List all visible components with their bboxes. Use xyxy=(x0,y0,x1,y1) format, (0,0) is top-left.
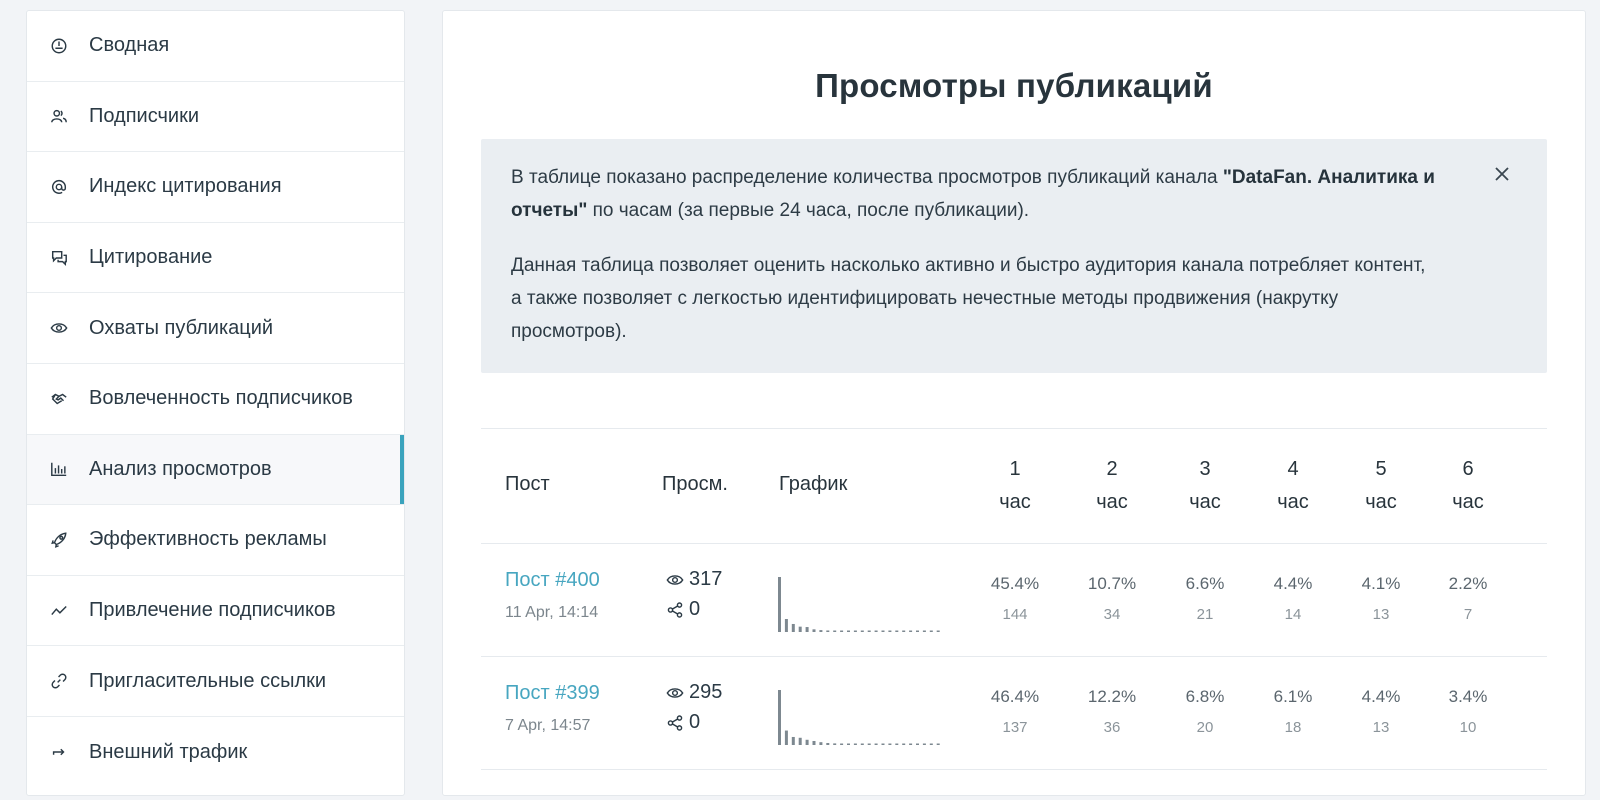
sparkline-bar xyxy=(778,690,781,745)
sparkline-bar xyxy=(902,631,905,633)
sidebar-item-summary[interactable] xyxy=(27,11,404,82)
sparkline-bar xyxy=(840,631,843,633)
header-hour-1[interactable]: 1 час xyxy=(999,458,1031,513)
sidebar-item-citations[interactable] xyxy=(27,223,404,294)
sidebar-item-label: Пригласительные ссылки xyxy=(89,669,327,692)
sparkline-bar xyxy=(833,631,836,633)
sidebar xyxy=(26,10,405,796)
table-row: Пост #400 11 Apr, 14:14 317 0 45.4% 144 10.7% 34 6.6% 21 4.4% 14 4.1% 13 2.2% 7 xyxy=(481,544,1547,657)
sidebar-item-label: Эффективность рекламы xyxy=(89,528,327,551)
shares-count: 0 xyxy=(666,598,700,621)
rocket-icon xyxy=(49,530,69,550)
sidebar-item-label: Сводная xyxy=(89,34,170,57)
eye-icon xyxy=(666,571,684,589)
sparkline-bar xyxy=(819,742,822,745)
info-paragraph-2: Данная таблица позволяет оценить насколько активно и быстро аудитория канала потребляет контент, а также позволяет с легкостью идентифицировать нечестные методы продвижения (накрутку просмотров). xyxy=(511,255,1426,342)
shares-count: 0 xyxy=(666,711,700,734)
users-icon xyxy=(49,106,69,126)
sparkline-bar xyxy=(888,631,891,633)
info-paragraph-1: В таблице показано распределение количества просмотров публикаций канала "DataFan. Аналитика и отчеты" по часам (за первые 24 часа, после публикации). xyxy=(511,167,1435,221)
main-panel xyxy=(442,10,1586,796)
views-count: 295 xyxy=(666,681,722,704)
sidebar-item-engagement[interactable] xyxy=(27,364,404,435)
header-hour-2[interactable]: 2 час xyxy=(1096,458,1128,513)
sparkline-bar xyxy=(861,744,864,746)
sparkline-bar xyxy=(937,744,940,746)
sparkline-bar xyxy=(923,631,926,633)
info-box xyxy=(481,139,1547,373)
sparkline-bar xyxy=(909,744,912,746)
sparkline-bar xyxy=(826,743,829,745)
sidebar-item-reach[interactable] xyxy=(27,293,404,364)
views-count: 317 xyxy=(666,568,722,591)
sparkline-bar xyxy=(888,744,891,746)
handshake-icon xyxy=(49,389,69,409)
sidebar-item-subscriber-acquisition[interactable] xyxy=(27,576,404,647)
sparkline-bar xyxy=(854,631,857,633)
sparkline-chart xyxy=(777,687,943,747)
quote-icon xyxy=(49,248,69,268)
sparkline-bar xyxy=(875,631,878,633)
share-icon xyxy=(666,714,684,732)
arrow-right-icon xyxy=(49,742,69,762)
sparkline-bar xyxy=(799,627,802,632)
sparkline-bar xyxy=(895,631,898,633)
sidebar-item-views-analysis[interactable] xyxy=(27,435,404,506)
sparkline-bar xyxy=(868,744,871,746)
header-hour-5[interactable]: 5 час xyxy=(1365,458,1397,513)
sidebar-item-label: Индекс цитирования xyxy=(89,175,282,198)
sparkline-bar xyxy=(875,744,878,746)
sparkline-chart xyxy=(777,574,943,634)
header-post[interactable]: Пост xyxy=(505,473,550,495)
sparkline-bar xyxy=(937,631,940,633)
sparkline-bar xyxy=(813,741,816,745)
sidebar-item-label: Внешний трафик xyxy=(89,740,248,763)
sparkline-bar xyxy=(792,737,795,745)
bar-chart-icon xyxy=(49,459,69,479)
close-info-button[interactable] xyxy=(1491,163,1513,185)
sparkline-bar xyxy=(861,631,864,633)
sidebar-item-invite-links[interactable] xyxy=(27,646,404,717)
sparkline-bar xyxy=(785,731,788,745)
sparkline-bar xyxy=(785,619,788,632)
header-hour-3[interactable]: 3 час xyxy=(1189,458,1221,513)
sidebar-item-label: Подписчики xyxy=(89,104,200,127)
sparkline-bar xyxy=(847,744,850,746)
sparkline-bar xyxy=(868,631,871,633)
page-title: Просмотры публикаций xyxy=(815,67,1213,104)
sparkline-bar xyxy=(826,630,829,632)
eye-icon xyxy=(49,318,69,338)
sidebar-item-label: Охваты публикаций xyxy=(89,316,274,339)
sparkline-bar xyxy=(806,740,809,745)
sidebar-item-external-traffic[interactable] xyxy=(27,717,404,788)
sparkline-bar xyxy=(792,624,795,632)
post-date: 7 Apr, 14:57 xyxy=(505,717,591,734)
trend-icon xyxy=(49,601,69,621)
header-chart: График xyxy=(779,473,848,495)
post-link[interactable]: Пост #399 xyxy=(505,682,600,704)
dashboard-icon xyxy=(49,36,69,56)
sidebar-item-label: Анализ просмотров xyxy=(89,457,272,480)
header-hour-4[interactable]: 4 час xyxy=(1277,458,1309,513)
sidebar-item-label: Цитирование xyxy=(89,246,213,269)
sparkline-bar xyxy=(916,631,919,633)
sparkline-bar xyxy=(840,744,843,746)
sidebar-item-citation-index[interactable] xyxy=(27,152,404,223)
table-header xyxy=(481,428,1547,544)
link-icon xyxy=(49,671,69,691)
sparkline-bar xyxy=(923,744,926,746)
sidebar-item-subscribers[interactable] xyxy=(27,82,404,153)
sparkline-bar xyxy=(930,631,933,633)
sparkline-bar xyxy=(813,629,816,632)
sparkline-bar xyxy=(902,744,905,746)
table-row: Пост #399 7 Apr, 14:57 295 0 46.4% 137 12.2% 36 6.8% 20 6.1% 18 4.4% 13 3.4% 10 xyxy=(481,657,1547,770)
sparkline-bar xyxy=(778,577,781,632)
sparkline-bar xyxy=(833,743,836,745)
sparkline-bar xyxy=(806,627,809,632)
sidebar-item-label: Вовлеченность подписчиков xyxy=(89,387,353,410)
post-date: 11 Apr, 14:14 xyxy=(505,604,599,621)
sparkline-bar xyxy=(847,631,850,633)
sparkline-bar xyxy=(882,631,885,633)
sparkline-bar xyxy=(854,744,857,746)
sparkline-bar xyxy=(882,744,885,746)
share-icon xyxy=(666,601,684,619)
header-views[interactable]: Просм. xyxy=(662,473,728,495)
sparkline-bar xyxy=(895,744,898,746)
sidebar-item-ad-efficiency[interactable] xyxy=(27,505,404,576)
close-icon xyxy=(1494,166,1510,182)
sparkline-bar xyxy=(916,744,919,746)
sparkline-bar xyxy=(930,744,933,746)
post-link[interactable]: Пост #400 xyxy=(505,569,600,591)
header-hour-6[interactable]: 6 час xyxy=(1452,458,1484,513)
views-table xyxy=(481,428,1547,770)
sparkline-bar xyxy=(909,631,912,633)
sparkline-bar xyxy=(819,630,822,632)
sidebar-item-label: Привлечение подписчиков xyxy=(89,599,336,622)
eye-icon xyxy=(666,684,684,702)
sparkline-bar xyxy=(799,738,802,745)
at-icon xyxy=(49,177,69,197)
